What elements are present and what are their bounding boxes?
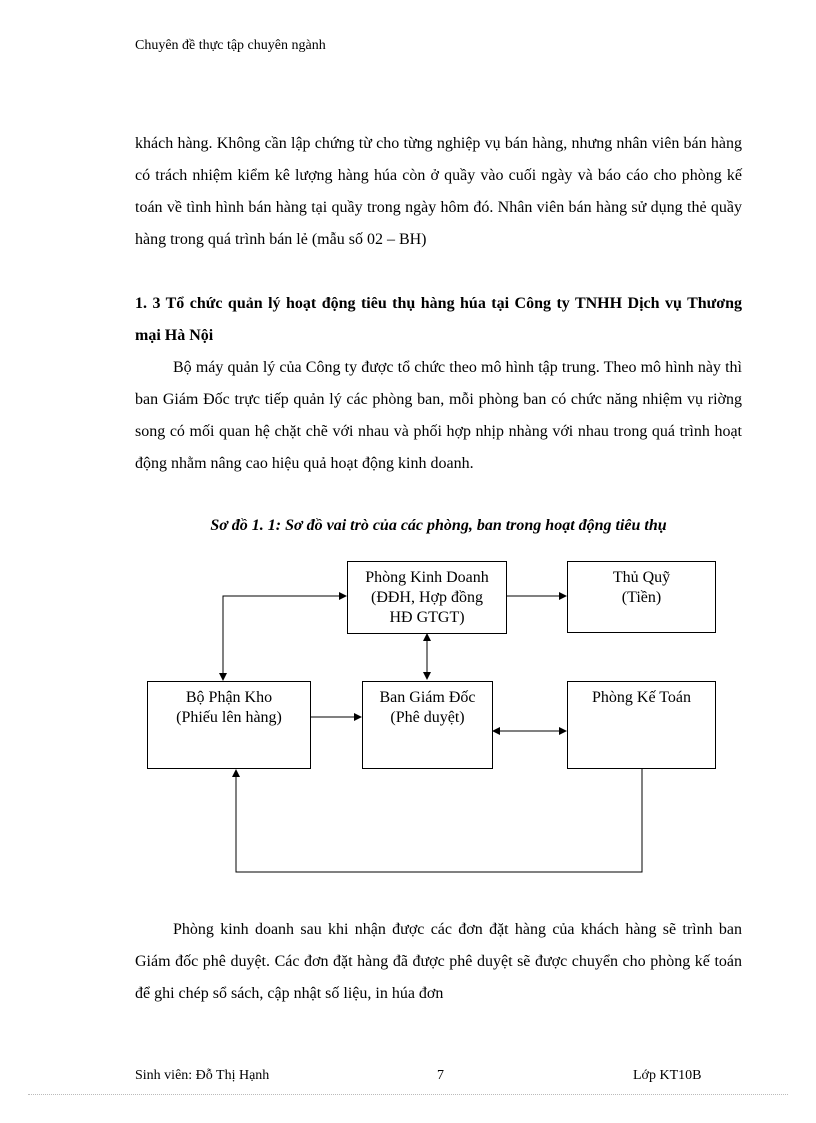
box-ban-giam-doc xyxy=(362,681,493,769)
paragraph-1: khách hàng. Không cần lập chứng từ cho từng nghiệp vụ bán hàng, nhưng nhân viên bán hàng có trách nhiệm kiểm kê lượng hàng húa còn ở quầy vào cuối ngày và báo cáo cho phòng kế toán về tình hình bán hàng tại quầy trong ngày hôm đó. Nhân viên bán hàng sử dụng thẻ quầy hàng trong quá trình bán lẻ (mẫu số 02 – BH) xyxy=(135,135,742,248)
footer-page-number: 7 xyxy=(437,1068,444,1083)
paragraph-3: Phòng kinh doanh sau khi nhận được các đơn đặt hàng của khách hàng sẽ trình ban Giám đốc phê duyệt. Các đơn đặt hàng đã được phê duyệt sẽ được chuyển cho phòng kế toán để ghi chép sổ sách, cập nhật số liệu, in húa đơn xyxy=(135,921,742,1002)
box-bo-phan-kho xyxy=(147,681,311,769)
paragraph-2: Bộ máy quản lý của Công ty được tổ chức theo mô hình tập trung. Theo mô hình này thì ban Giám Đốc trực tiếp quản lý các phòng ban, mỗi phòng ban có chức năng nhiệm vụ riờng song có mối quan hệ chặt chẽ với nhau và phối hợp nhịp nhàng với nhau trong quá trình hoạt động nhằm nâng cao hiệu quả hoạt động kinh doanh. xyxy=(135,359,742,472)
page-bottom-rule xyxy=(28,1094,788,1095)
box-label: Bộ Phận Kho xyxy=(185,689,273,706)
box-sublabel: (ĐĐH, Hợp đồng xyxy=(370,589,483,606)
box-label: Phòng Kế Toán xyxy=(591,689,692,706)
box-sublabel: HĐ GTGT) xyxy=(389,609,465,626)
box-sublabel: (Phiếu lên hàng) xyxy=(176,709,282,726)
footer-student: Sinh viên: Đỗ Thị Hạnh xyxy=(135,1068,270,1083)
box-phong-kinh-doanh xyxy=(347,561,507,634)
box-sublabel: (Phê duyệt) xyxy=(390,709,465,726)
box-phong-ke-toan xyxy=(567,681,716,769)
box-thu-quy xyxy=(567,561,716,633)
arrow-kho-kinhdoanh xyxy=(223,596,346,680)
box-label: Ban Giám Đốc xyxy=(379,689,476,706)
box-label: Phòng Kinh Doanh xyxy=(365,569,489,586)
page-header: Chuyên đề thực tập chuyên ngành xyxy=(135,38,326,53)
footer-class: Lớp KT10B xyxy=(633,1068,702,1083)
section-heading: 1. 3 Tổ chức quản lý hoạt động tiêu thụ hàng húa tại Công ty TNHH Dịch vụ Thương mại Hà Nội xyxy=(135,295,742,344)
arrow-ketoan-kho xyxy=(236,769,642,872)
diagram-caption: Sơ đồ 1. 1: Sơ đồ vai trò của các phòng, ban trong hoạt động tiêu thụ xyxy=(210,517,667,534)
box-label: Thủ Quỹ xyxy=(612,569,671,586)
box-sublabel: (Tiền) xyxy=(621,589,662,606)
